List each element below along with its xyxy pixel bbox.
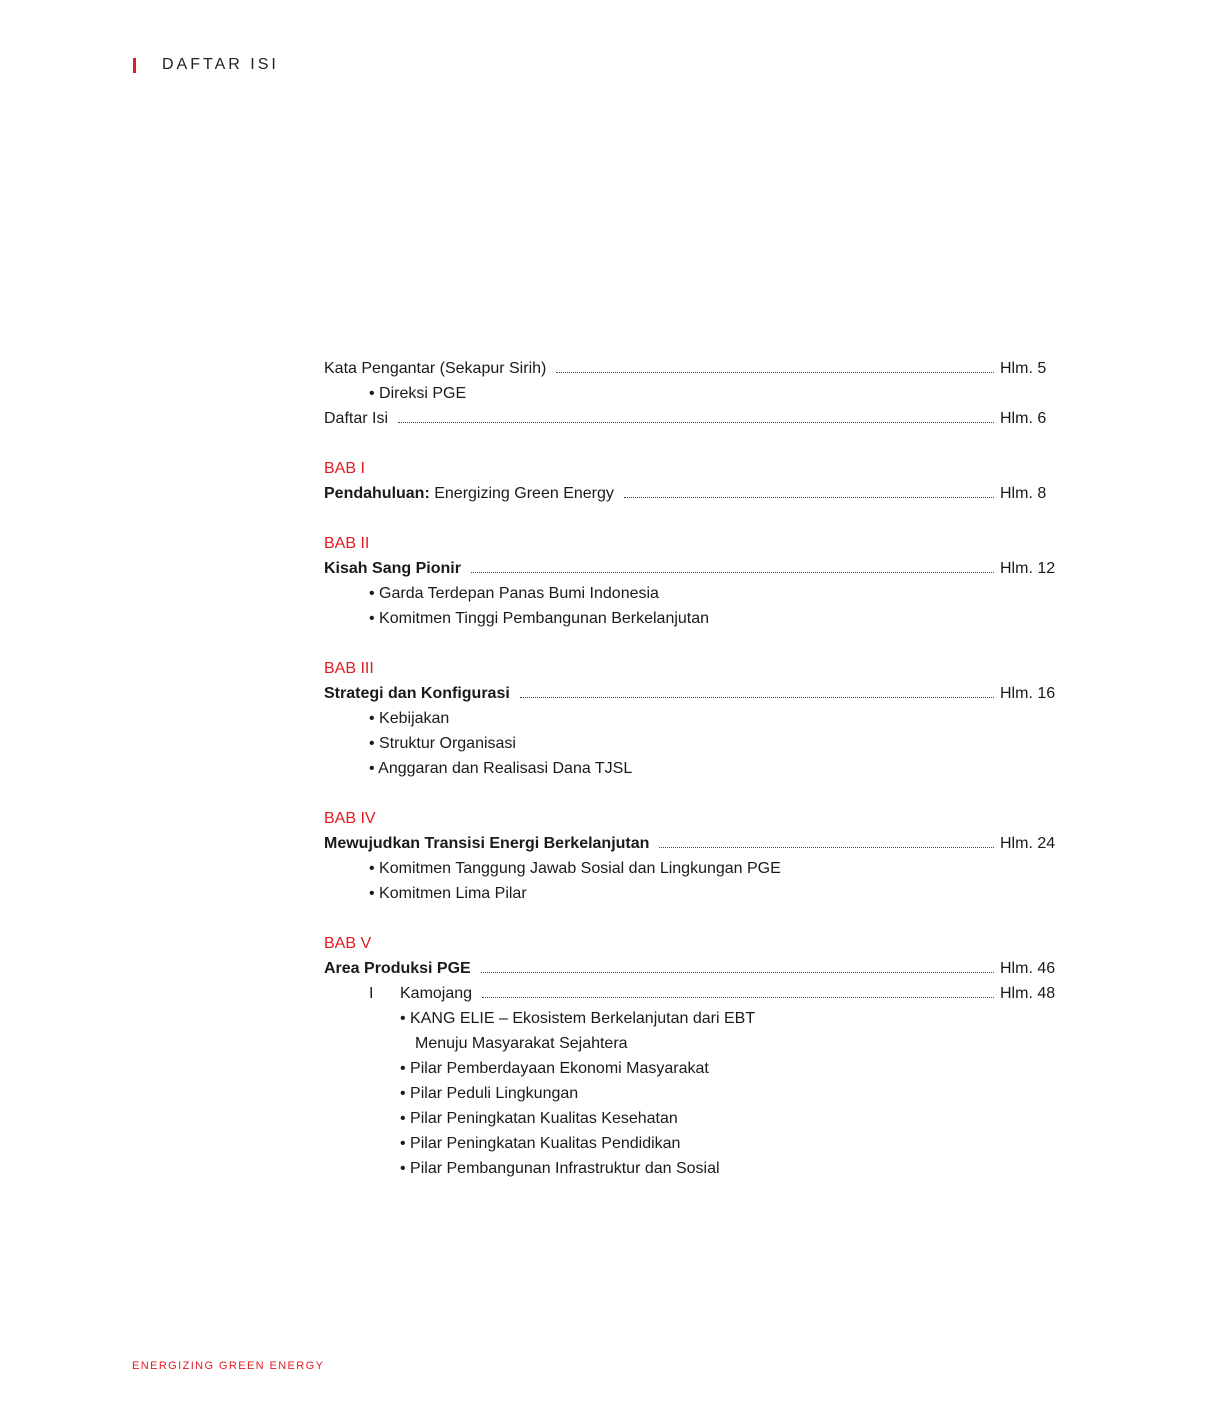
dot-leader [624, 481, 994, 506]
toc-entry-bab-4[interactable] [324, 831, 1064, 856]
toc-entry-bab-5[interactable] [324, 956, 1064, 981]
toc-subitem[interactable]: • Garda Terdepan Panas Bumi Indonesia [369, 585, 659, 602]
dot-leader [659, 831, 994, 856]
toc-subitem[interactable] [324, 381, 1064, 406]
dot-leader [481, 956, 994, 981]
toc-subitem[interactable]: • Pilar Peningkatan Kualitas Kesehatan [400, 1110, 678, 1127]
toc-entry-bold: Area Produksi PGE [324, 960, 471, 977]
toc-entry-bab-2[interactable] [324, 556, 1064, 581]
toc-entry-label: Daftar Isi [324, 410, 389, 427]
toc-entry-bab-1[interactable] [324, 481, 1064, 506]
toc-subitem[interactable]: • Pilar Pemberdayaan Ekonomi Masyarakat [400, 1060, 709, 1077]
toc-subitem-label: • Direksi PGE [369, 385, 467, 402]
toc-page-number: Hlm. 6 [1000, 410, 1047, 427]
toc-entry-label [324, 481, 624, 506]
chapter-label-bab-5: BAB V [324, 935, 372, 952]
toc-subitem[interactable]: • Struktur Organisasi [369, 735, 516, 752]
toc-entry-label [324, 681, 520, 706]
toc-subitem[interactable]: • Pilar Pembangunan Infrastruktur dan Sosial [400, 1160, 720, 1177]
toc-entry-label [324, 556, 471, 581]
toc-subitem[interactable]: • Pilar Peningkatan Kualitas Pendidikan [400, 1135, 681, 1152]
header-accent-bar [133, 58, 136, 73]
page-title: DAFTAR ISI [162, 56, 279, 73]
toc-entry-bold: Kisah Sang Pionir [324, 560, 461, 577]
page-footer: ENERGIZING GREEN ENERGY [132, 1360, 325, 1372]
toc-entry-label: Kata Pengantar (Sekapur Sirih) [324, 360, 547, 377]
toc-subitem[interactable]: • Kebijakan [369, 710, 450, 727]
toc-subitem[interactable]: • Komitmen Lima Pilar [369, 885, 527, 902]
toc-page-number: Hlm. 16 [1000, 685, 1056, 702]
toc-subitem[interactable]: • Komitmen Tanggung Jawab Sosial dan Lingkungan PGE [369, 860, 781, 877]
toc-subitem[interactable]: • Anggaran dan Realisasi Dana TJSL [369, 760, 633, 777]
toc-entry-bold: Pendahuluan: [324, 485, 430, 502]
dot-leader [520, 681, 994, 706]
toc-page-number: Hlm. 24 [1000, 835, 1056, 852]
toc-entry-bab-3[interactable] [324, 681, 1064, 706]
chapter-label-bab-1: BAB I [324, 460, 365, 477]
chapter-label-bab-2: BAB II [324, 535, 370, 552]
toc-page-number: Hlm. 8 [1000, 485, 1047, 502]
toc-page-number: Hlm. 5 [1000, 360, 1047, 377]
toc-entry-bold: Mewujudkan Transisi Energi Berkelanjutan [324, 835, 650, 852]
chapter-label-bab-3: BAB III [324, 660, 374, 677]
toc-subitem-continuation: Menuju Masyarakat Sejahtera [415, 1035, 628, 1052]
toc-entry-bold: Strategi dan Konfigurasi [324, 685, 510, 702]
dot-leader [482, 981, 994, 1006]
dot-leader [471, 556, 994, 581]
toc-entry-rest: Energizing Green Energy [429, 485, 614, 502]
toc-roman-numeral: I [369, 985, 374, 1002]
toc-entry-label [324, 956, 481, 981]
dot-leader [556, 356, 994, 381]
page-header [133, 56, 279, 74]
toc-subitem[interactable]: • KANG ELIE – Ekosistem Berkelanjutan dari EBT [400, 1010, 756, 1027]
toc-entry-label: Kamojang [400, 985, 473, 1002]
toc-entry-kata-pengantar[interactable] [324, 356, 1064, 381]
toc-page-number: Hlm. 48 [1000, 985, 1056, 1002]
dot-leader [398, 406, 994, 431]
toc-subitem[interactable]: • Pilar Peduli Lingkungan [400, 1085, 579, 1102]
toc-entry-kamojang[interactable] [324, 981, 1064, 1006]
table-of-contents [324, 356, 1064, 1181]
toc-page-number: Hlm. 12 [1000, 560, 1056, 577]
toc-page-number: Hlm. 46 [1000, 960, 1056, 977]
toc-entry-daftar-isi[interactable] [324, 406, 1064, 431]
chapter-label-bab-4: BAB IV [324, 810, 376, 827]
toc-subitem[interactable]: • Komitmen Tinggi Pembangunan Berkelanjutan [369, 610, 710, 627]
toc-entry-label [324, 831, 659, 856]
